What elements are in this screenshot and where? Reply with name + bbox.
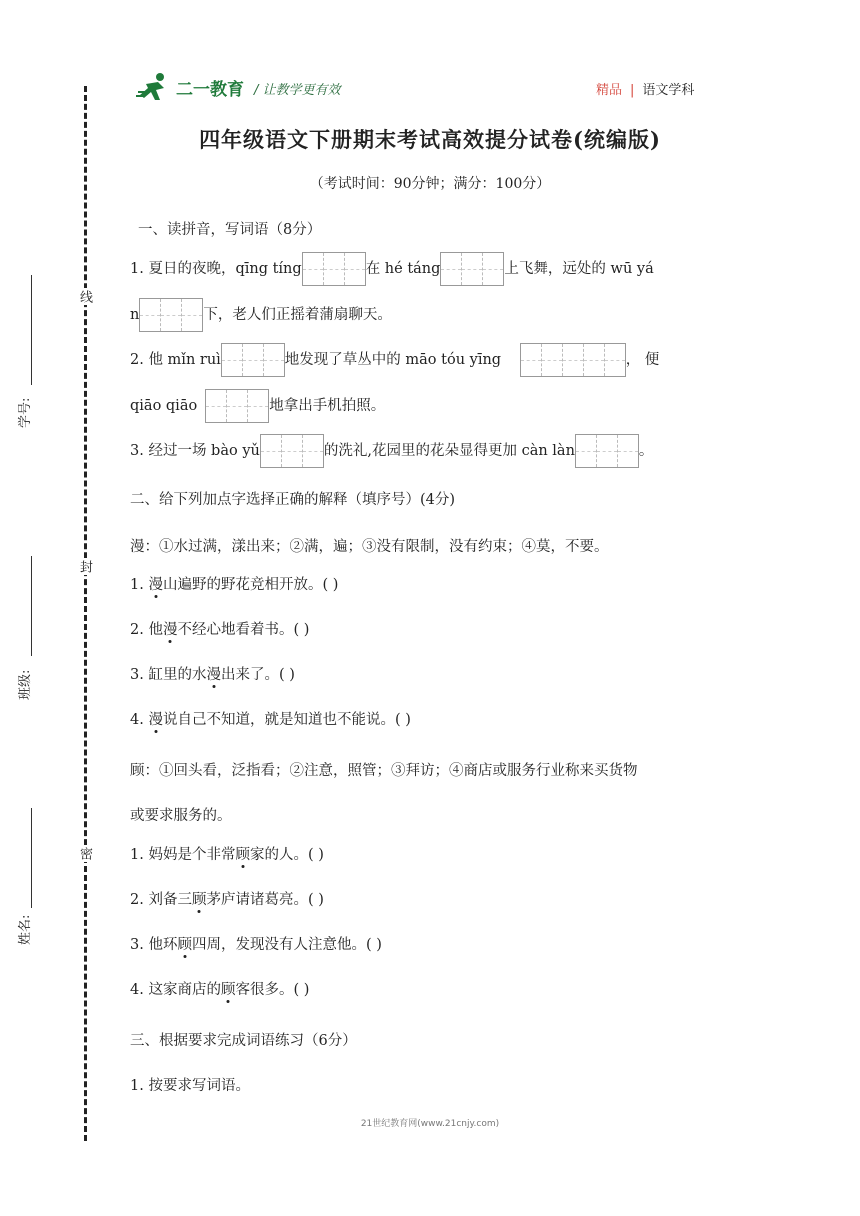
definition-man: 漫：①水过满，漾出来；②满，遍；③没有限制，没有约束；④莫，不要。 xyxy=(130,539,609,555)
g2-post[interactable]: 茅庐请诸葛亮。( ) xyxy=(206,892,324,908)
g3-post[interactable]: 四周，发现没有人注意他。( ) xyxy=(191,937,382,953)
answer-boxes-qiaoqiao[interactable] xyxy=(205,389,269,423)
section-2-heading: 二、给下列加点字选择正确的解释（填序号）(4分) xyxy=(130,492,456,508)
m3-post[interactable]: 出来了。( ) xyxy=(220,667,295,683)
answer-boxes-hetang[interactable] xyxy=(440,252,504,286)
m4-pre: 4. xyxy=(130,712,149,728)
question-2-7 xyxy=(130,933,382,954)
q1-text-a: 1. 夏日的夜晚，qīng tíng xyxy=(130,261,302,277)
student-id-label: 学号: xyxy=(18,397,33,428)
footer-source: 21世纪教育网(www.21cnjy.com) xyxy=(360,1119,500,1129)
binding-dashed-line xyxy=(84,86,87,1141)
question-1-2 xyxy=(130,343,659,377)
name-line[interactable] xyxy=(31,808,32,908)
logo-text: 二一教育 xyxy=(176,79,244,100)
q2-text-b: 地发现了草丛中的 māo tóu yīng xyxy=(284,352,502,368)
dotted-char: 顾 xyxy=(235,843,250,864)
q1-text-c: 上飞舞，远处的 wū yá xyxy=(504,261,654,277)
answer-boxes-canlan[interactable] xyxy=(575,434,639,468)
g2-pre: 2. 刘备三 xyxy=(130,892,192,908)
q2-text-a: 2. 他 mǐn ruì xyxy=(130,352,221,368)
g4-post[interactable]: 客很多。( ) xyxy=(235,982,310,998)
question-2-1 xyxy=(130,573,338,594)
answer-boxes-baoyu[interactable] xyxy=(260,434,324,468)
dotted-char: 顾 xyxy=(177,933,192,954)
class-line[interactable] xyxy=(31,556,32,656)
section-3-heading: 三、根据要求完成词语练习（6分） xyxy=(130,1033,357,1049)
m3-pre: 3. 缸里的水 xyxy=(130,667,207,683)
question-1-3 xyxy=(130,434,653,468)
m4-post[interactable]: 说自己不知道，就是知道也不能说。( ) xyxy=(162,712,411,728)
binding-word-xian: 线 xyxy=(77,290,92,303)
q3-text-c: 。 xyxy=(638,443,654,459)
answer-boxes-minrui[interactable] xyxy=(221,343,285,377)
question-2-2 xyxy=(130,618,309,639)
g1-pre: 1. 妈妈是个非常 xyxy=(130,847,236,863)
dotted-char: 顾 xyxy=(221,978,236,999)
binding-word-feng: 封 xyxy=(77,560,92,573)
answer-boxes-qingting[interactable] xyxy=(302,252,366,286)
tag-subject: 语文学科 xyxy=(642,83,695,98)
student-id-line[interactable] xyxy=(31,275,32,385)
g3-pre: 3. 他环 xyxy=(130,937,178,953)
q3-text-b: 的洗礼,花园里的花朵显得更加 càn làn xyxy=(323,443,575,459)
dotted-char: 漫 xyxy=(148,708,163,729)
brand-logo xyxy=(136,70,244,104)
question-3-1: 1. 按要求写词语。 xyxy=(130,1078,250,1094)
m1-pre: 1. xyxy=(130,577,149,593)
answer-boxes-wuyan[interactable] xyxy=(139,298,203,332)
question-1-2-cont xyxy=(130,389,385,423)
dotted-char: 顾 xyxy=(192,888,207,909)
g4-pre: 4. 这家商店的 xyxy=(130,982,221,998)
q1-text-e: 下，老人们正摇着蒲扇聊天。 xyxy=(203,307,392,323)
name-label: 姓名: xyxy=(18,914,33,945)
dotted-char: 漫 xyxy=(206,663,221,684)
question-2-8 xyxy=(130,978,309,999)
q2-text-d: qiāo qiāo xyxy=(130,398,198,414)
m2-post[interactable]: 不经心地看着书。( ) xyxy=(177,622,310,638)
q1-text-b: 在 hé táng xyxy=(365,261,441,277)
subject-tag xyxy=(596,79,694,98)
runner-icon xyxy=(136,70,176,104)
section-1-heading: 一、读拼音，写词语（8分） xyxy=(138,222,322,238)
definition-gu: 顾：①回头看，泛指看；②注意，照管；③拜访；④商店或服务行业称来买货物 xyxy=(130,763,638,779)
q3-text-a: 3. 经过一场 bào yǔ xyxy=(130,443,260,459)
question-2-5 xyxy=(130,843,324,864)
class-label: 班级: xyxy=(18,669,33,700)
tag-premium: 精品 xyxy=(596,83,623,98)
question-2-6 xyxy=(130,888,324,909)
question-1-1 xyxy=(130,252,654,286)
q1-text-d: n xyxy=(130,307,140,323)
dotted-char: 漫 xyxy=(163,618,178,639)
answer-boxes-maotouying[interactable] xyxy=(520,343,626,377)
definition-gu-cont: 或要求服务的。 xyxy=(130,808,232,824)
binding-word-mi: 密 xyxy=(77,847,92,860)
m2-pre: 2. 他 xyxy=(130,622,163,638)
dotted-char: 漫 xyxy=(148,573,163,594)
question-1-1-cont xyxy=(130,298,392,332)
q2-text-e: 地拿出手机拍照。 xyxy=(269,398,386,414)
m1-post[interactable]: 山遍野的野花竞相开放。( ) xyxy=(162,577,339,593)
exam-info: （考试时间：90分钟；满分：100分） xyxy=(309,176,551,192)
g1-post[interactable]: 家的人。( ) xyxy=(249,847,324,863)
question-2-4 xyxy=(130,708,411,729)
page-title: 四年级语文下册期末考试高效提分试卷(统编版) xyxy=(199,127,661,152)
q2-text-c: ， 便 xyxy=(625,352,660,368)
slogan: / 让教学更有效 xyxy=(254,83,341,98)
tag-separator: | xyxy=(630,83,635,98)
question-2-3 xyxy=(130,663,295,684)
